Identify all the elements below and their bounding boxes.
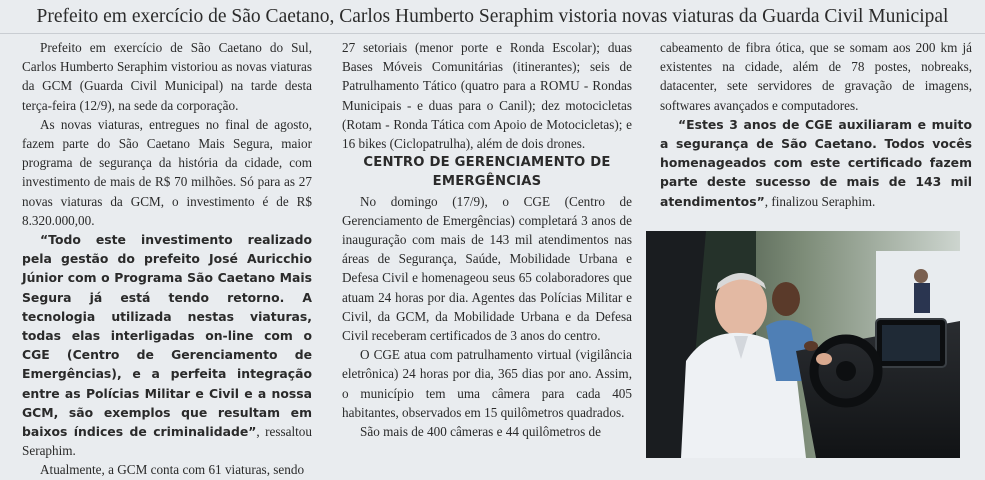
quote-text: “Todo este investimento realizado pela gestão do prefeito José Auricchio Júnior com o Programa São Caetano Mais Segura já está tendo retorno. A tecnologia utilizada nestas viaturas, todas elas interligadas on-line com o CGE (Centro de Gerenciamento de Emergências), e a perfeita integração entre as Polícias Militar e Civil e a nossa GCM, são exemplos que resultam em baixos índices de criminalidade” [22, 232, 312, 440]
column-1 [22, 38, 312, 480]
paragraph: 27 setoriais (menor porte e Ronda Escolar); duas Bases Móveis Comunitárias (itinerantes); seis de Patrulhamento Tático (quatro para a ROMU - Rondas Municipais - e duas para o Canil); dez motocicletas (Rotam - Ronda Tática com Apoio de Motocicletas); e 16 bikes (Ciclopatrulha), além de dois drones. [342, 40, 632, 152]
paragraph: No domingo (17/9), o CGE (Centro de Gerenciamento de Emergências) completará 3 anos de inauguração com mais de 143 mil atendimentos nas áreas de Segurança, Saúde, Mobilidade Urbana e Defesa Civil e homenageou seus 65 colaboradores que atuam 24 horas por dia. Agentes das Polícias Militar e Civil, da GCM, da Mobilidade Urbana e da Defesa Civil receberam certificados de 3 anos do centro. [342, 193, 632, 344]
paragraph: As novas viaturas, entregues no final de agosto, fazem parte do São Caetano Mais Segura, maior programa de segurança da história da cidade, com investimento de mais de R$ 70 milhões. Só para as 27 novas viaturas da GCM, o investimento é de R$ 8.320.000,00. [22, 116, 312, 228]
article-headline: Prefeito em exercício de São Caetano, Carlos Humberto Seraphim vistoria novas viaturas da Guarda Civil Municipal [36, 5, 949, 27]
paragraph: Atualmente, a GCM conta com 61 viaturas, sendo [40, 462, 305, 478]
paragraph: Prefeito em exercício de São Caetano do Sul, Carlos Humberto Seraphim vistoriou as novas viaturas da GCM (Guarda Civil Municipal) na tarde desta terça-feira (12/9), na sede da corporação. [22, 40, 312, 113]
quote-attribution: , finalizou Seraphim. [764, 193, 876, 209]
section-title: CENTRO DE GERENCIAMENTO DE EMERGÊNCIAS [363, 155, 611, 190]
photo-illustration [646, 231, 960, 458]
article-photo [646, 231, 960, 458]
headline-bar [0, 0, 985, 34]
column-3 [660, 38, 972, 211]
quote-paragraph [22, 230, 312, 460]
column-2 [342, 38, 632, 441]
quote-paragraph [660, 115, 972, 211]
quote-text: “Estes 3 anos de CGE auxiliaram e muito a segurança de São Caetano. Todos vocês homenageados com este certificado fazem parte deste sucesso de mais de 143 mil atendimentos” [660, 116, 972, 209]
quote-attribution: , ressaltou Seraphim. [22, 424, 312, 459]
paragraph: O CGE atua com patrulhamento virtual (vigilância eletrônica) 24 horas por dia, 365 dias por ano. Assim, o município tem uma câmera para cada 405 habitantes, observados em 15 quilômetros quadrados. [342, 347, 632, 420]
paragraph: cabeamento de fibra ótica, que se somam aos 200 km já existentes na cidade, além de 78 postes, nobreaks, datacenter, sete servidores de gravação de imagens, softwares avançados e computadores. [660, 40, 972, 113]
paragraph: São mais de 400 câmeras e 44 quilômetros de [360, 424, 601, 440]
